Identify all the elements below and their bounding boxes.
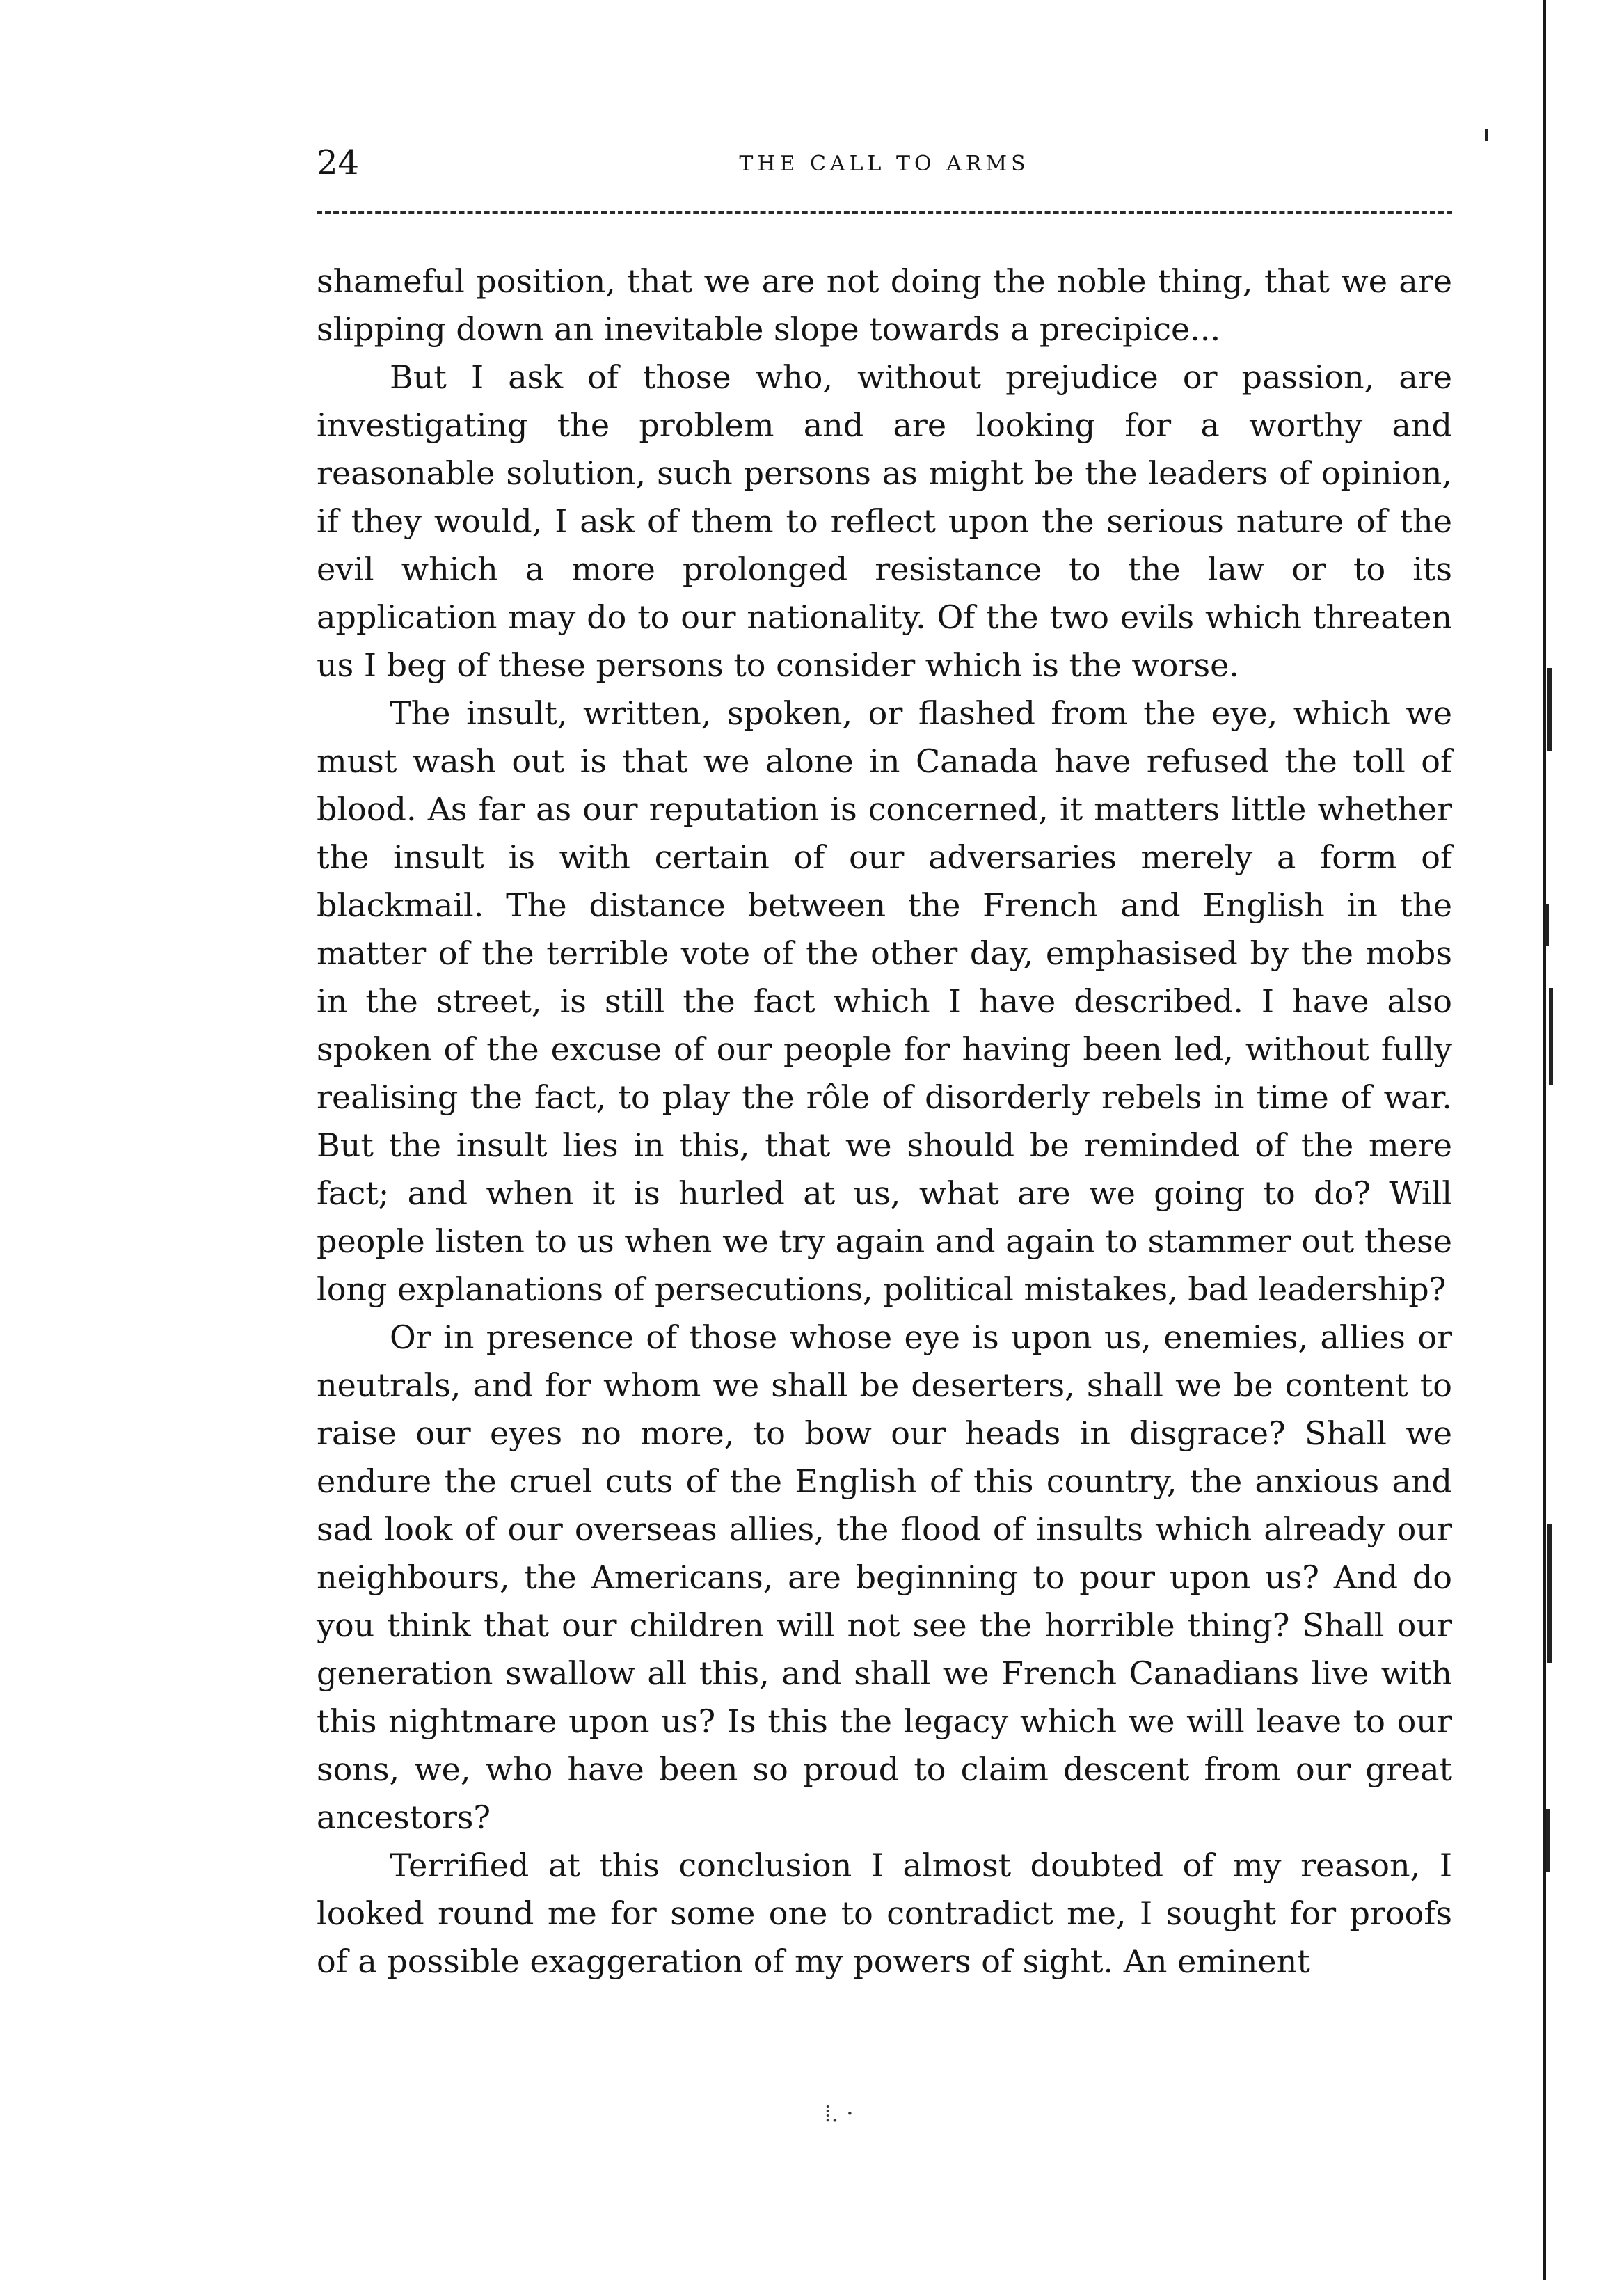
paragraph: Terrified at this conclusion I almost doubted of my reason, I looked round me for some one to contradict me, I sought for proofs of a possible exaggeration of my powers of sight. An eminent	[317, 1847, 1452, 1980]
scan-edge-fleck	[1549, 988, 1553, 1085]
scan-edge-fleck	[1546, 1809, 1550, 1872]
header-rule	[317, 211, 1452, 214]
scan-edge-fleck	[1547, 668, 1552, 751]
page-number: 24	[317, 143, 360, 182]
scan-speck	[1485, 129, 1488, 141]
paragraph: But I ask of those who, without prejudice or passion, are investigating the problem and are looking for a worthy and reasonable solution, such persons as might be the leaders of opinion, if they would, I ask of them to reflect upon the serious nature of the evil which a more prolonged resistance to the law or to its application may do to our nationality. Of the two evils which threaten us I beg of these persons to consider which is the worse.	[317, 358, 1452, 684]
scan-edge-line	[1543, 0, 1546, 2280]
paragraph: Or in presence of those whose eye is upon us, enemies, allies or neutrals, and for whom we shall be deserters, shall we be content to raise our eyes no more, to bow our heads in disgrace? Shall we endure the cruel cuts of the English of this country, the anxious and sad look of our overseas allies, the flood of insults which already our neighbours, the Americans, are beginning to pour upon us? And do you think that our children will not see the horrible thing? Shall our generation swallow all this, and shall we French Canadians live with this nightmare upon us? Is this the legacy which we will leave to our sons, we, who have been so proud to claim descent from our great ancestors?	[317, 1318, 1452, 1836]
running-head	[317, 142, 1452, 191]
footer-mark: ⁞. ·	[825, 2100, 854, 2128]
scan-edge-fleck	[1547, 1524, 1552, 1663]
running-title: THE CALL TO ARMS	[739, 152, 1030, 176]
scan-edge-fleck	[1545, 904, 1549, 946]
body-text	[317, 257, 1452, 1986]
paragraph-continued: shameful position, that we are not doing the noble thing, that we are slipping down an inevitable slope towards a precipice...	[317, 262, 1452, 348]
paragraph: The insult, written, spoken, or flashed from the eye, which we must wash out is that we alone in Canada have refused the toll of blood. As far as our reputation is concerned, it matters little whether the insult is with certain of our adversaries merely a form of blackmail. The distance between the French and English in the matter of the terrible vote of the other day, emphasised by the mobs in the street, is still the fact which I have described. I have also spoken of the excuse of our people for having been led, without fully realising the fact, to play the rôle of disorderly rebels in time of war. But the insult lies in this, that we should be reminded of the mere fact; and when it is hurled at us, what are we going to do? Will people listen to us when we try again and again to stammer out these long explanations of persecutions, political mistakes, bad leadership?	[317, 694, 1452, 1308]
